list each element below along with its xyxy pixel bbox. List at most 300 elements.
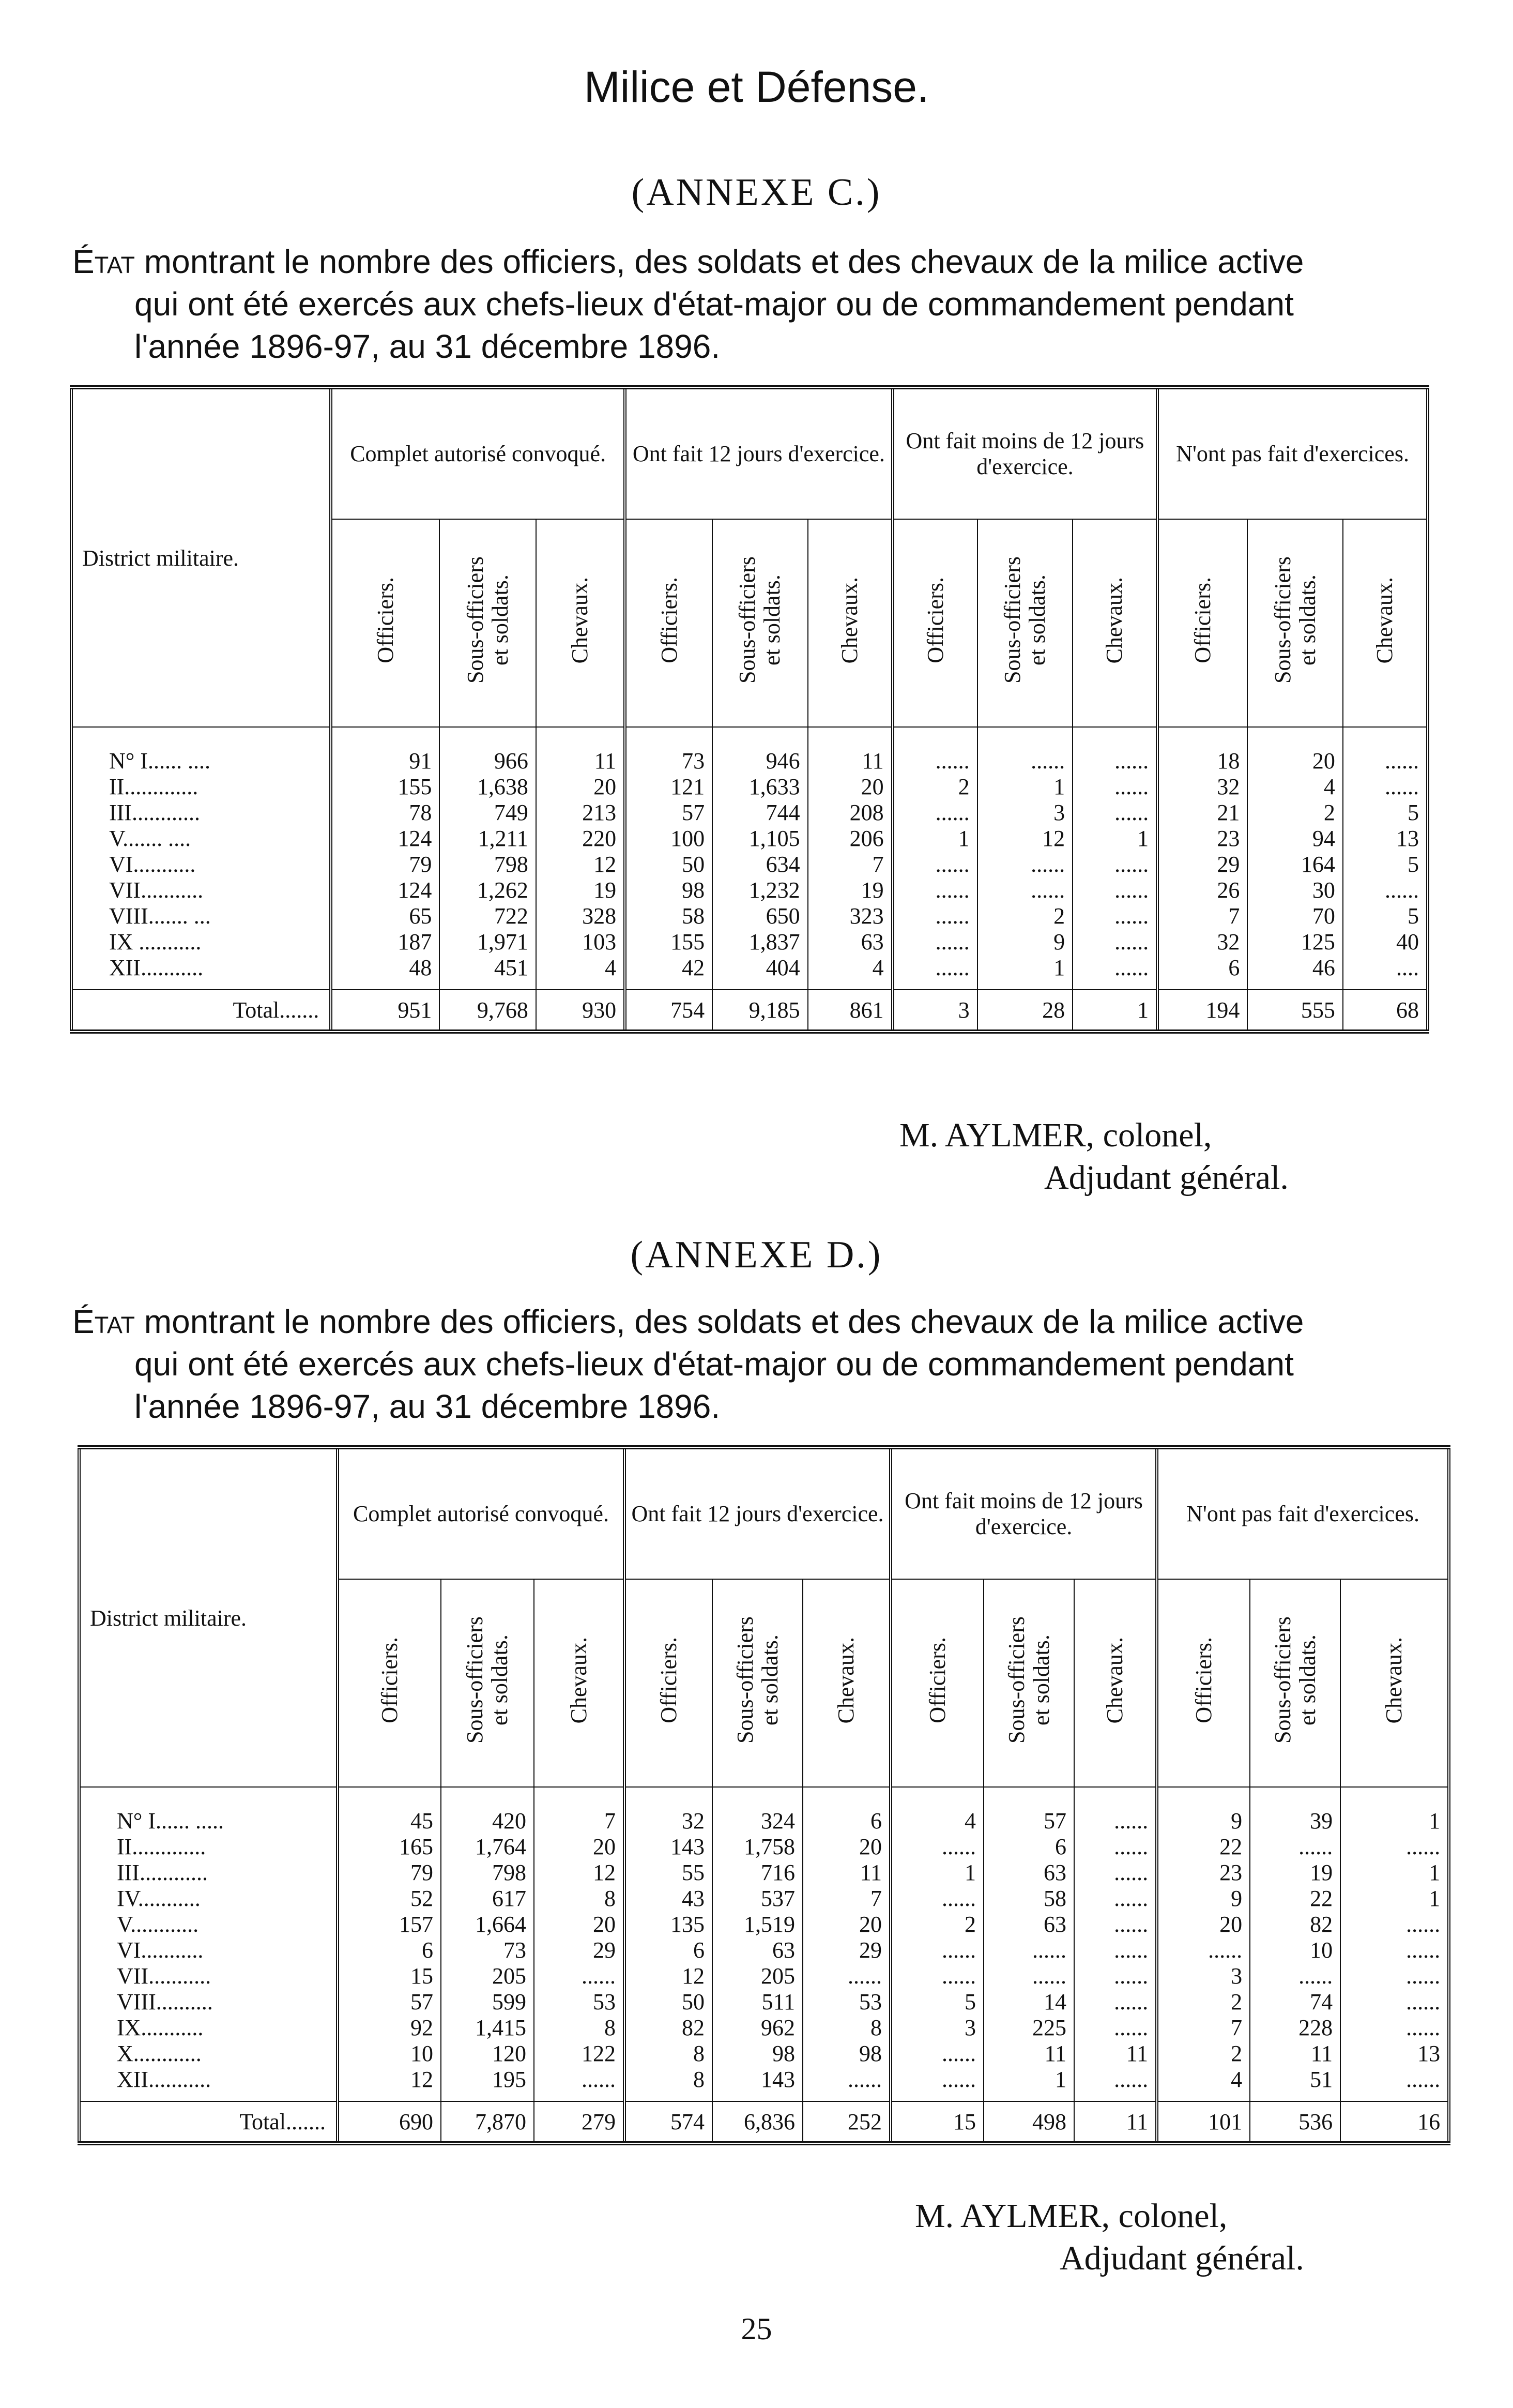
col-header-text: Chevaux. <box>1102 577 1127 664</box>
district-name: VII........... <box>117 1963 211 1989</box>
table-cell: 4 <box>808 955 893 990</box>
table-cell: 29 <box>534 1937 624 1963</box>
table-cell: 92 <box>338 2015 441 2041</box>
district-header: District militaire. <box>71 387 331 727</box>
table-cell: 52 <box>338 1886 441 1912</box>
col-header-officiers <box>624 1579 712 1787</box>
col-header-text: Officiers. <box>656 577 682 663</box>
table-cell: 861 <box>808 990 893 1032</box>
table-cell: ...... <box>803 1963 891 1989</box>
table-cell: 8 <box>803 2015 891 2041</box>
district-name: II............. <box>117 1834 206 1859</box>
table-cell: 8 <box>534 2015 624 2041</box>
table-cell: 57 <box>984 1787 1074 1834</box>
table-cell: 650 <box>712 903 807 929</box>
table-cell: ...... <box>1343 877 1428 903</box>
table-cell: 617 <box>441 1886 534 1912</box>
table-cell: ...... <box>1073 955 1157 990</box>
district-name: N° I...... ..... <box>117 1808 224 1834</box>
table-cell: 73 <box>441 1937 534 1963</box>
col-header-officiers <box>1157 1579 1250 1787</box>
table-cell: 63 <box>984 1912 1074 1937</box>
total-row <box>71 990 1428 1032</box>
table-cell: 23 <box>1157 1860 1250 1886</box>
table-row <box>79 1912 1449 1937</box>
col-header-officiers <box>331 519 439 727</box>
table-cell: 1,211 <box>439 826 536 852</box>
table-cell: ...... <box>803 2067 891 2101</box>
col-header-officiers <box>1157 519 1247 727</box>
district-name: VII........... <box>109 877 204 903</box>
table-cell: 20 <box>803 1834 891 1860</box>
district-name: N° I...... .... <box>109 748 211 774</box>
table-cell: 1 <box>977 955 1073 990</box>
annex-d-table-body <box>79 1787 1449 2143</box>
table-cell: 79 <box>331 852 439 877</box>
table-row <box>79 1963 1449 1989</box>
col-header-officiers <box>338 1579 441 1787</box>
table-cell: 70 <box>1247 903 1342 929</box>
table-cell: 1,758 <box>712 1834 803 1860</box>
table-cell: 634 <box>712 852 807 877</box>
table-cell: ...... <box>1073 903 1157 929</box>
table-cell: 599 <box>441 1989 534 2015</box>
col-header-text: Officiers. <box>656 1637 681 1723</box>
table-row <box>79 2041 1449 2067</box>
table-cell: 6 <box>803 1787 891 1834</box>
annex-d-desc-line2: qui ont été exercés aux chefs-lieux d'état-major ou de commandement pendant <box>134 1345 1294 1383</box>
table-cell: ...... <box>1074 1937 1157 1963</box>
col-header-chevaux <box>536 519 625 727</box>
table-cell: 3 <box>893 990 977 1032</box>
table-cell: 8 <box>624 2067 712 2101</box>
table-cell: ...... <box>891 1963 984 1989</box>
table-cell: 125 <box>1247 929 1342 955</box>
col-header-soldats <box>984 1579 1074 1787</box>
table-cell: 122 <box>534 2041 624 2067</box>
annex-c-desc-line2: qui ont été exercés aux chefs-lieux d'état-major ou de commandement pendant <box>134 285 1294 323</box>
table-cell: 20 <box>1157 1912 1250 1937</box>
table-cell: 20 <box>808 774 893 800</box>
table-cell: 1 <box>1340 1886 1449 1912</box>
table-cell: 63 <box>984 1860 1074 1886</box>
table-cell: 206 <box>808 826 893 852</box>
table-cell: 57 <box>625 800 712 826</box>
table-cell: 11 <box>984 2041 1074 2067</box>
table-cell: 5 <box>1343 800 1428 826</box>
table-cell: 4 <box>1157 2067 1250 2101</box>
table-cell: 79 <box>338 1860 441 1886</box>
table-cell: 1 <box>977 774 1073 800</box>
table-cell: 420 <box>441 1787 534 1834</box>
table-cell: 20 <box>803 1912 891 1937</box>
table-cell: 11 <box>536 727 625 774</box>
col-header-chevaux <box>803 1579 891 1787</box>
district-name: IX ........... <box>109 929 202 955</box>
table-cell: ...... <box>977 852 1073 877</box>
table-cell: 15 <box>338 1963 441 1989</box>
table-row <box>71 877 1428 903</box>
table-cell: 8 <box>534 1886 624 1912</box>
table-row <box>71 727 1428 774</box>
col-header-text: Chevaux. <box>1371 577 1397 664</box>
table-cell: 11 <box>1074 2101 1157 2143</box>
table-cell: 22 <box>1250 1886 1340 1912</box>
table-cell: 2 <box>893 774 977 800</box>
total-label: Total....... <box>79 2101 338 2143</box>
table-cell: 19 <box>808 877 893 903</box>
table-cell: 65 <box>331 903 439 929</box>
table-cell: 220 <box>536 826 625 852</box>
table-row <box>79 1787 1449 1834</box>
table-cell: 1 <box>984 2067 1074 2101</box>
table-cell: ...... <box>1340 2015 1449 2041</box>
table-cell: ...... <box>1074 2067 1157 2101</box>
table-cell: 1 <box>1340 1787 1449 1834</box>
table-cell: 2 <box>1157 2041 1250 2067</box>
table-cell: 30 <box>1247 877 1342 903</box>
table-cell: ...... <box>1073 852 1157 877</box>
table-cell: 58 <box>984 1886 1074 1912</box>
table-cell: 798 <box>441 1860 534 1886</box>
col-header-text: Sous-officiers et soldats. <box>735 556 785 684</box>
table-cell: ...... <box>893 955 977 990</box>
col-header-text: Sous-officiers et soldats. <box>1270 556 1320 684</box>
table-cell: 279 <box>534 2101 624 2143</box>
table-cell: 32 <box>1157 929 1247 955</box>
table-cell: 50 <box>624 1989 712 2015</box>
district-name: VI........... <box>109 852 196 877</box>
table-cell: 8 <box>624 2041 712 2067</box>
table-cell: 3 <box>1157 1963 1250 1989</box>
table-cell: ...... <box>1340 1834 1449 1860</box>
table-cell: 12 <box>977 826 1073 852</box>
group-header-moins-12: Ont fait moins de 12 jours d'exercice. <box>893 387 1157 519</box>
table-cell: 6,836 <box>712 2101 803 2143</box>
col-header-text: Sous-officiers et soldats. <box>1003 1616 1054 1744</box>
table-cell: ...... <box>1157 1937 1250 1963</box>
table-cell: 135 <box>624 1912 712 1937</box>
col-header-soldats <box>977 519 1073 727</box>
district-name: VI........... <box>117 1937 204 1963</box>
col-header-text: Chevaux. <box>567 577 592 664</box>
table-cell: 205 <box>712 1963 803 1989</box>
table-cell: 324 <box>712 1787 803 1834</box>
table-cell: ...... <box>1074 1834 1157 1860</box>
table-cell: 966 <box>439 727 536 774</box>
table-cell: 195 <box>441 2067 534 2101</box>
table-cell: 404 <box>712 955 807 990</box>
table-cell: 555 <box>1247 990 1342 1032</box>
table-cell: 40 <box>1343 929 1428 955</box>
table-cell: 155 <box>331 774 439 800</box>
col-header-chevaux <box>1340 1579 1449 1787</box>
table-cell: 451 <box>439 955 536 990</box>
table-cell: 19 <box>1250 1860 1340 1886</box>
table-cell: 1 <box>1073 826 1157 852</box>
table-cell: 165 <box>338 1834 441 1860</box>
table-cell: 57 <box>338 1989 441 2015</box>
annex-c-desc-lead: État <box>72 243 135 280</box>
table-cell: ...... <box>977 877 1073 903</box>
table-cell: 6 <box>984 1834 1074 1860</box>
col-header-text: Chevaux. <box>1102 1637 1128 1724</box>
table-cell: ...... <box>893 800 977 826</box>
table-cell: 1,837 <box>712 929 807 955</box>
table-cell: ...... <box>1073 929 1157 955</box>
table-cell: 716 <box>712 1860 803 1886</box>
signature-title: Adjudant général. <box>1044 1159 1289 1197</box>
table-cell: 82 <box>624 2015 712 2041</box>
table-cell: 744 <box>712 800 807 826</box>
table-cell: 143 <box>624 1834 712 1860</box>
table-row <box>71 929 1428 955</box>
table-cell: ...... <box>893 877 977 903</box>
table-cell: 323 <box>808 903 893 929</box>
table-cell: 252 <box>803 2101 891 2143</box>
table-cell: 45 <box>338 1787 441 1834</box>
district-name: IX........... <box>117 2015 204 2040</box>
table-cell: ...... <box>1074 1989 1157 2015</box>
table-cell: 157 <box>338 1912 441 1937</box>
table-cell: ...... <box>1343 774 1428 800</box>
col-header-text: Sous-officiers et soldats. <box>462 1616 512 1744</box>
table-cell: 7 <box>808 852 893 877</box>
table-cell: 194 <box>1157 990 1247 1032</box>
table-cell: 20 <box>534 1834 624 1860</box>
table-cell: 21 <box>1157 800 1247 826</box>
table-cell: 12 <box>536 852 625 877</box>
table-cell: 213 <box>536 800 625 826</box>
col-header-text: Officiers. <box>925 1637 951 1723</box>
table-cell: 5 <box>891 1989 984 2015</box>
table-cell: 6 <box>624 1937 712 1963</box>
table-cell: ...... <box>977 727 1073 774</box>
table-cell: ...... <box>1074 2015 1157 2041</box>
col-header-officiers <box>893 519 977 727</box>
table-cell: 20 <box>534 1912 624 1937</box>
district-name: IV........... <box>117 1886 201 1911</box>
table-cell: 20 <box>1247 727 1342 774</box>
col-header-chevaux <box>534 1579 624 1787</box>
table-cell: 26 <box>1157 877 1247 903</box>
table-cell: 55 <box>624 1860 712 1886</box>
district-name: XII........... <box>109 955 204 980</box>
table-cell: 51 <box>1250 2067 1340 2101</box>
table-cell: 63 <box>712 1937 803 1963</box>
table-cell: 1,971 <box>439 929 536 955</box>
table-cell: 574 <box>624 2101 712 2143</box>
table-cell: 5 <box>1343 852 1428 877</box>
col-header-text: Sous-officiers et soldats. <box>999 556 1050 684</box>
table-cell: 23 <box>1157 826 1247 852</box>
district-name: VIII....... ... <box>109 903 211 929</box>
table-cell: 2 <box>1247 800 1342 826</box>
table-cell: ...... <box>891 2041 984 2067</box>
table-cell: ...... <box>534 2067 624 2101</box>
table-cell: 11 <box>808 727 893 774</box>
table-row <box>79 1989 1449 2015</box>
table-cell: 53 <box>803 1989 891 2015</box>
district-name: XII........... <box>117 2067 211 2092</box>
col-header-soldats <box>712 519 807 727</box>
table-cell: 5 <box>1343 903 1428 929</box>
table-cell: 225 <box>984 2015 1074 2041</box>
table-cell: ...... <box>1074 1787 1157 1834</box>
col-header-text: Chevaux. <box>1381 1637 1407 1724</box>
table-cell: ...... <box>893 852 977 877</box>
group-header-complet: Complet autorisé convoqué. <box>331 387 625 519</box>
table-cell: 94 <box>1247 826 1342 852</box>
table-cell: 74 <box>1250 1989 1340 2015</box>
col-header-officiers <box>891 1579 984 1787</box>
group-header-pas-fait: N'ont pas fait d'exercices. <box>1157 387 1428 519</box>
total-row <box>79 2101 1449 2143</box>
table-cell: 91 <box>331 727 439 774</box>
annex-d-desc-line1-text: montrant le nombre des officiers, des soldats et des chevaux de la milice active <box>144 1303 1304 1340</box>
table-cell: 951 <box>331 990 439 1032</box>
table-cell: ...... <box>1340 1989 1449 2015</box>
table-cell: ...... <box>1340 1937 1449 1963</box>
table-cell: ...... <box>1073 727 1157 774</box>
table-cell: 2 <box>1157 1989 1250 2015</box>
col-header-text: Sous-officiers et soldats. <box>732 1616 783 1744</box>
col-header-soldats <box>439 519 536 727</box>
col-header-soldats <box>1247 519 1342 727</box>
table-row <box>71 955 1428 990</box>
table-cell: ...... <box>1343 727 1428 774</box>
table-row <box>79 1834 1449 1860</box>
table-row <box>79 2067 1449 2101</box>
table-cell: ...... <box>984 1937 1074 1963</box>
table-cell: 28 <box>977 990 1073 1032</box>
table-cell: ...... <box>984 1963 1074 1989</box>
table-row <box>71 800 1428 826</box>
table-cell: 1 <box>893 826 977 852</box>
table-cell: 9 <box>977 929 1073 955</box>
table-cell: 1,633 <box>712 774 807 800</box>
table-cell: 1 <box>1073 990 1157 1032</box>
district-name: V....... .... <box>109 826 191 851</box>
table-cell: ...... <box>1073 800 1157 826</box>
col-header-chevaux <box>1343 519 1428 727</box>
table-cell: ...... <box>1073 774 1157 800</box>
table-cell: 143 <box>712 2067 803 2101</box>
table-row <box>79 1886 1449 1912</box>
table-cell: 121 <box>625 774 712 800</box>
table-cell: 3 <box>977 800 1073 826</box>
table-cell: 9,768 <box>439 990 536 1032</box>
table-cell: .... <box>1343 955 1428 990</box>
annex-d-group-header-row <box>79 1447 1449 1579</box>
annex-c-desc-line1-text: montrant le nombre des officiers, des soldats et des chevaux de la milice active <box>144 243 1304 280</box>
table-cell: 18 <box>1157 727 1247 774</box>
table-cell: 4 <box>891 1787 984 1834</box>
table-cell: 9,185 <box>712 990 807 1032</box>
district-name: X............ <box>117 2041 202 2066</box>
table-row <box>71 852 1428 877</box>
group-header-moins-12: Ont fait moins de 12 jours d'exercice. <box>891 1447 1157 1579</box>
table-cell: 103 <box>536 929 625 955</box>
col-header-soldats <box>1250 1579 1340 1787</box>
table-cell: 228 <box>1250 2015 1340 2041</box>
table-row <box>71 774 1428 800</box>
table-cell: 124 <box>331 826 439 852</box>
table-cell: 9 <box>1157 1886 1250 1912</box>
col-header-officiers <box>625 519 712 727</box>
table-cell: 962 <box>712 2015 803 2041</box>
table-cell: 946 <box>712 727 807 774</box>
annex-d-desc-lead: État <box>72 1303 135 1340</box>
group-header-complet: Complet autorisé convoqué. <box>338 1447 624 1579</box>
table-cell: ...... <box>893 903 977 929</box>
table-cell: 7 <box>803 1886 891 1912</box>
table-cell: ...... <box>1074 1860 1157 1886</box>
table-cell: 73 <box>625 727 712 774</box>
signature-name: M. AYLMER, colonel, <box>899 1116 1212 1154</box>
table-cell: 19 <box>536 877 625 903</box>
table-cell: 82 <box>1250 1912 1340 1937</box>
table-cell: 16 <box>1340 2101 1449 2143</box>
table-cell: 48 <box>331 955 439 990</box>
table-row <box>79 1937 1449 1963</box>
district-name: III............ <box>117 1860 208 1885</box>
table-cell: 1,262 <box>439 877 536 903</box>
table-cell: 155 <box>625 929 712 955</box>
annex-d-desc-line3: l'année 1896-97, au 31 décembre 1896. <box>134 1388 721 1425</box>
table-cell: 42 <box>625 955 712 990</box>
district-name: II............. <box>109 774 198 799</box>
group-header-12-jours: Ont fait 12 jours d'exercice. <box>625 387 893 519</box>
table-cell: 43 <box>624 1886 712 1912</box>
table-cell: 3 <box>891 2015 984 2041</box>
table-cell: ...... <box>1074 1912 1157 1937</box>
table-cell: 12 <box>624 1963 712 1989</box>
page-heading: Milice et Défense. <box>584 63 929 111</box>
table-cell: ...... <box>534 1963 624 1989</box>
col-header-text: Officiers. <box>1190 577 1216 663</box>
table-cell: 1 <box>1340 1860 1449 1886</box>
col-header-text: Chevaux. <box>566 1637 591 1724</box>
annex-c-desc-line3: l'année 1896-97, au 31 décembre 1896. <box>134 328 721 365</box>
col-header-chevaux <box>1073 519 1157 727</box>
table-cell: ...... <box>891 1886 984 1912</box>
table-cell: 13 <box>1340 2041 1449 2067</box>
table-cell: 1 <box>891 1860 984 1886</box>
signature-title: Adjudant général. <box>1060 2239 1304 2277</box>
table-row <box>71 826 1428 852</box>
annex-c-table-body <box>71 727 1428 1032</box>
table-cell: 6 <box>1157 955 1247 990</box>
total-label: Total....... <box>71 990 331 1032</box>
table-cell: 11 <box>803 1860 891 1886</box>
table-row <box>71 903 1428 929</box>
table-cell: 124 <box>331 877 439 903</box>
table-cell: 78 <box>331 800 439 826</box>
table-cell: 12 <box>338 2067 441 2101</box>
table-cell: 98 <box>625 877 712 903</box>
table-cell: 498 <box>984 2101 1074 2143</box>
table-cell: 1,415 <box>441 2015 534 2041</box>
col-header-text: Sous-officiers et soldats. <box>1270 1616 1320 1744</box>
table-cell: 11 <box>1074 2041 1157 2067</box>
table-cell: 39 <box>1250 1787 1340 1834</box>
table-cell: 754 <box>625 990 712 1032</box>
annex-c-description <box>72 240 1468 368</box>
annex-d-desc-line1 <box>72 1300 1468 1343</box>
table-cell: 20 <box>536 774 625 800</box>
table-cell: 722 <box>439 903 536 929</box>
